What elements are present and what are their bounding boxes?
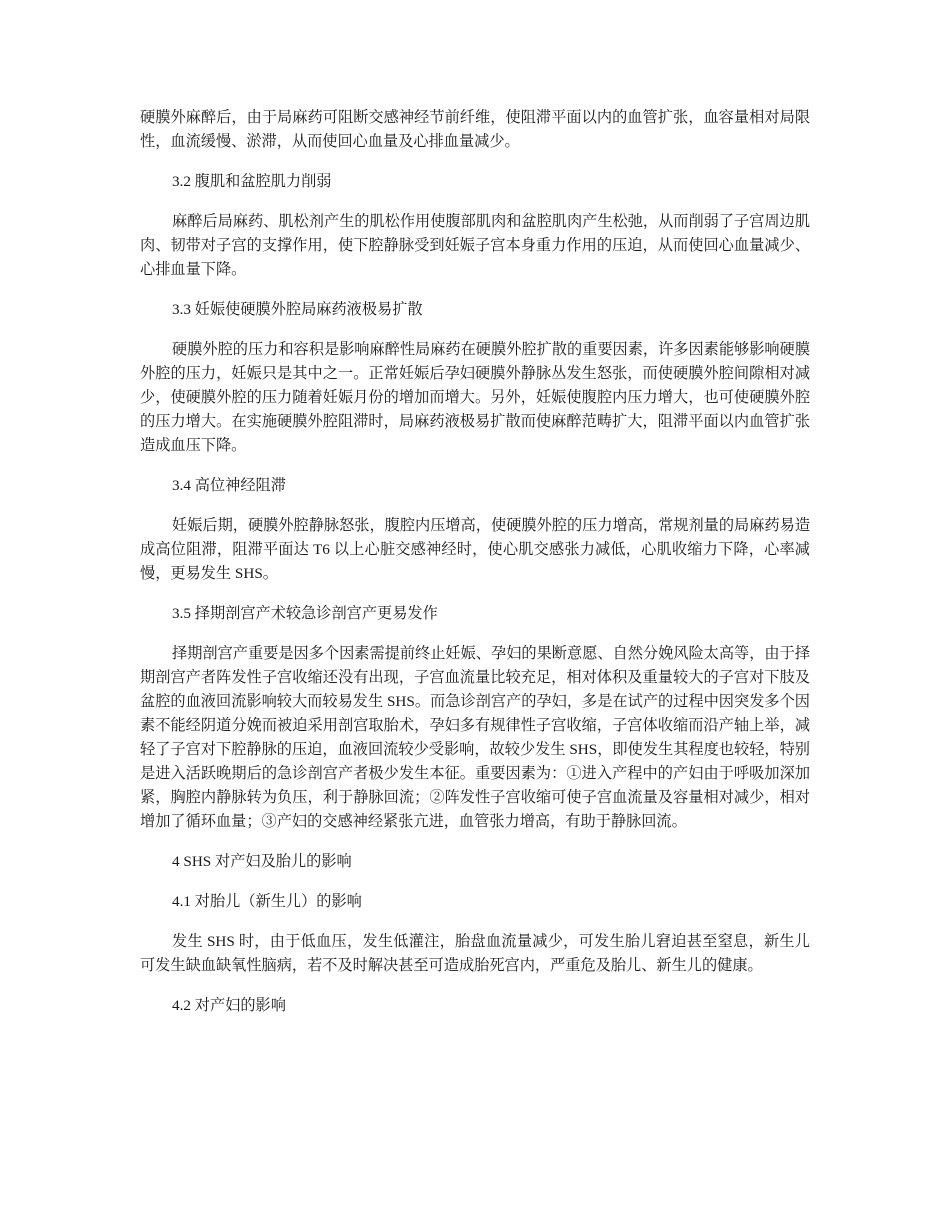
- section-heading-3-2: 3.2 腹肌和盆腔肌力削弱: [172, 173, 332, 190]
- section-heading-4-2: 4.2 对产妇的影响: [172, 997, 286, 1014]
- document-page: [140, 106, 810, 1034]
- section-heading-3-3: 3.3 妊娠使硬膜外腔局麻药液极易扩散: [172, 301, 423, 318]
- paragraph-3-5: 择期剖宫产重要是因多个因素需提前终止妊娠、孕妇的果断意愿、自然分娩风险太高等，由于择期剖宫产者阵发性子宫收缩还没有出现，子宫血流量比较充足，相对体积及重量较大的子宫对下肢及盆腔的血液回流影响较大而较易发生 SHS。而急诊剖宫产的孕妇，多是在试产的过程中因突发多个因素不能经阴道分娩而被迫采用剖宫取胎术，孕妇多有规律性子宫收缩，子宫体收缩而沿产轴上举，减轻了子宫对下腔静脉的压迫，血液回流较少受影响，故较少发生 SHS，即使发生其程度也较轻，特别是进入活跃晚期后的急诊剖宫产者极少发生本征。重要因素为：①进入产程中的产妇由于呼吸加深加紧，胸腔内静脉转为负压，利于静脉回流；②阵发性子宫收缩可使子宫血流量及容量相对减少，相对增加了循环血量；③产妇的交感神经紧张亢进，血管张力增高，有助于静脉回流。: [140, 645, 810, 830]
- section-heading-4-1: 4.1 对胎儿（新生儿）的影响: [172, 893, 362, 910]
- section-heading-3-4: 3.4 高位神经阻滞: [172, 477, 286, 494]
- paragraph-3-3: 硬膜外腔的压力和容积是影响麻醉性局麻药在硬膜外腔扩散的重要因素，许多因素能够影响硬膜外腔的压力，妊娠只是其中之一。正常妊娠后孕妇硬膜外静脉丛发生怒张，而使硬膜外腔间隙相对减少，使硬膜外腔的压力随着妊娠月份的增加而增大。另外，妊娠使腹腔内压力增大，也可使硬膜外腔的压力增大。在实施硬膜外腔阻滞时，局麻药液极易扩散而使麻醉范畴扩大，阻滞平面以内血管扩张造成血压下降。: [140, 341, 810, 454]
- section-heading-3-5: 3.5 择期剖宫产术较急诊剖宫产更易发作: [172, 605, 438, 622]
- paragraph-3-2: 麻醉后局麻药、肌松剂产生的肌松作用使腹部肌肉和盆腔肌肉产生松弛，从而削弱了子宫周边肌肉、韧带对子宫的支撑作用，使下腔静脉受到妊娠子宫本身重力作用的压迫，从而使回心血量减少、心排血量下降。: [140, 213, 810, 278]
- paragraph-4-1: 发生 SHS 时，由于低血压，发生低灌注，胎盘血流量减少，可发生胎儿窘迫甚至窒息，新生儿可发生缺血缺氧性脑病，若不及时解决甚至可造成胎死宫内，严重危及胎儿、新生儿的健康。: [140, 933, 810, 974]
- section-heading-4: 4 SHS 对产妇及胎儿的影响: [172, 853, 352, 870]
- paragraph-3-4: 妊娠后期，硬膜外腔静脉怒张，腹腔内压增高，使硬膜外腔的压力增高，常规剂量的局麻药易造成高位阻滞，阻滞平面达 T6 以上心脏交感神经时，使心肌交感张力减低，心肌收缩力下降，心率减慢，更易发生 SHS。: [140, 517, 810, 582]
- paragraph-continuation: 硬膜外麻醉后，由于局麻药可阻断交感神经节前纤维，使阻滞平面以内的血管扩张，血容量相对局限性，血流缓慢、淤滞，从而使回心血量及心排血量减少。: [140, 109, 810, 150]
